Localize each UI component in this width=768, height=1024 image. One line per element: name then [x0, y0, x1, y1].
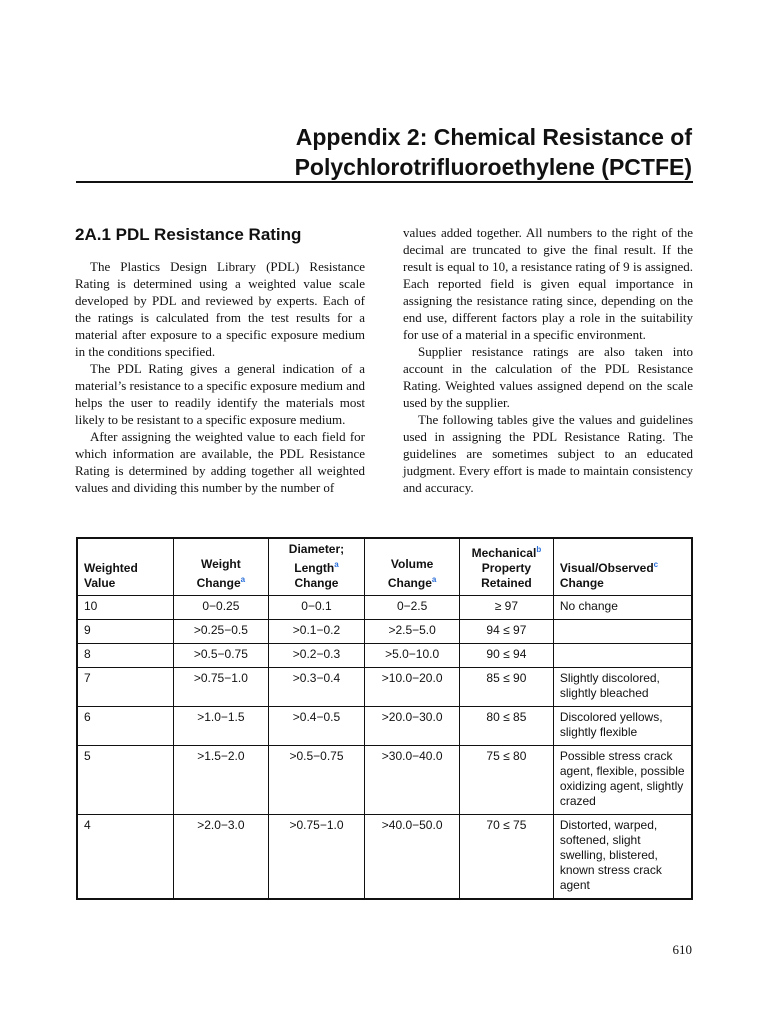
table-row — [77, 668, 692, 707]
cell-mechanical-retained: 94 ≤ 97 — [459, 620, 553, 644]
cell-visual-change — [553, 644, 692, 668]
cell-volume-change: >2.5−5.0 — [365, 620, 460, 644]
cell-mechanical-retained: 80 ≤ 85 — [459, 707, 553, 746]
table-header-row — [77, 538, 692, 596]
cell-weight-change: >1.5−2.0 — [174, 746, 269, 815]
cell-diameter-change: >0.75−1.0 — [268, 815, 365, 900]
footnote-marker: a — [431, 575, 437, 584]
cell-weighted-value: 7 — [77, 668, 174, 707]
cell-mechanical-retained: 90 ≤ 94 — [459, 644, 553, 668]
cell-weight-change: >0.75−1.0 — [174, 668, 269, 707]
cell-mechanical-retained: ≥ 97 — [459, 596, 553, 620]
cell-visual-change — [553, 620, 692, 644]
cell-diameter-change: >0.4−0.5 — [268, 707, 365, 746]
title-line-1: Appendix 2: Chemical Resistance of — [295, 124, 692, 150]
cell-volume-change: 0−2.5 — [365, 596, 460, 620]
left-column — [75, 224, 365, 496]
cell-weight-change: >0.25−0.5 — [174, 620, 269, 644]
table-row — [77, 620, 692, 644]
cell-volume-change: >40.0−50.0 — [365, 815, 460, 900]
cell-weighted-value: 8 — [77, 644, 174, 668]
cell-weighted-value: 5 — [77, 746, 174, 815]
right-column — [403, 224, 693, 496]
footnote-marker: a — [334, 560, 339, 569]
page-title — [295, 122, 692, 182]
paragraph: Supplier resistance ratings are also taken into account in the calculation of the PDL Resistance Rating. Weighted values assigned depend on the scale used by the supplier. — [403, 344, 693, 410]
cell-mechanical-retained: 85 ≤ 90 — [459, 668, 553, 707]
cell-visual-change: Distorted, warped, softened, slight swelling, blistered, known stress crack agent — [553, 815, 692, 900]
cell-visual-change: Possible stress crack agent, flexible, possible oxidizing agent, slightly crazed — [553, 746, 692, 815]
table-row — [77, 596, 692, 620]
cell-visual-change: Slightly discolored, slightly bleached — [553, 668, 692, 707]
table-row — [77, 644, 692, 668]
paragraph: values added together. All numbers to the right of the decimal are truncated to give the final result. If the result is equal to 10, a resistance rating of 9 is assigned. Each reported field is given equal importance in assigning the resistance rating since, depending on the end use, different factors play a role in the suitability for use of a material in a specific environment. — [403, 225, 693, 342]
paragraph: The Plastics Design Library (PDL) Resistance Rating is determined using a weighted value scale developed by PDL and reviewed by experts. Each of the ratings is calculated from the test results for a material after exposure to a specific exposure medium in the conditions specified. — [75, 259, 365, 359]
cell-weighted-value: 10 — [77, 596, 174, 620]
title-line-2: Polychlorotrifluoroethylene (PCTFE) — [294, 154, 692, 180]
header-diameter-length-change: Diameter; Length$^a$ Change — [268, 538, 365, 596]
cell-weight-change: >0.5−0.75 — [174, 644, 269, 668]
cell-volume-change: >10.0−20.0 — [365, 668, 460, 707]
cell-weighted-value: 9 — [77, 620, 174, 644]
cell-diameter-change: >0.5−0.75 — [268, 746, 365, 815]
page-number: 610 — [672, 942, 692, 957]
paragraph: The following tables give the values and guidelines used in assigning the PDL Resistance Rating. The guidelines are sometimes subject to an educated judgment. Every effort is made to maintain consistency and accuracy. — [403, 412, 693, 495]
table-row — [77, 707, 692, 746]
footnote-marker: b — [536, 545, 542, 554]
cell-mechanical-retained: 70 ≤ 75 — [459, 815, 553, 900]
cell-weighted-value: 4 — [77, 815, 174, 900]
title-divider — [76, 181, 693, 183]
header-weight-change: Weight Change$^a$ — [174, 538, 269, 596]
cell-diameter-change: 0−0.1 — [268, 596, 365, 620]
cell-diameter-change: >0.2−0.3 — [268, 644, 365, 668]
footnote-marker: c — [653, 560, 659, 569]
paragraph: After assigning the weighted value to each field for which information are available, the PDL Resistance Rating is determined by adding together all weighted values and dividing this number by the number of — [75, 429, 365, 495]
cell-weight-change: 0−0.25 — [174, 596, 269, 620]
footnote-marker: a — [240, 575, 246, 584]
cell-volume-change: >30.0−40.0 — [365, 746, 460, 815]
header-mechanical-property: Mechanical$^b$ Property Retained — [459, 538, 553, 596]
cell-volume-change: >5.0−10.0 — [365, 644, 460, 668]
cell-diameter-change: >0.3−0.4 — [268, 668, 365, 707]
section-heading: 2A.1 PDL Resistance Rating — [75, 225, 302, 244]
cell-visual-change: Discolored yellows, slightly flexible — [553, 707, 692, 746]
header-volume-change: Volume Change$^a$ — [365, 538, 460, 596]
table-row — [77, 815, 692, 900]
cell-weight-change: >2.0−3.0 — [174, 815, 269, 900]
cell-diameter-change: >0.1−0.2 — [268, 620, 365, 644]
paragraph: The PDL Rating gives a general indication of a material’s resistance to a specific exposure medium and helps the user to readily identify the materials most likely to be resistant to a specific exposure medium. — [75, 361, 365, 427]
resistance-rating-table — [76, 537, 693, 900]
cell-mechanical-retained: 75 ≤ 80 — [459, 746, 553, 815]
table-row — [77, 746, 692, 815]
cell-volume-change: >20.0−30.0 — [365, 707, 460, 746]
cell-visual-change: No change — [553, 596, 692, 620]
header-visual-observed-change: Visual/Observed$^c$ Change — [553, 538, 692, 596]
header-weighted-value: Weighted Value — [77, 538, 174, 596]
cell-weighted-value: 6 — [77, 707, 174, 746]
cell-weight-change: >1.0−1.5 — [174, 707, 269, 746]
